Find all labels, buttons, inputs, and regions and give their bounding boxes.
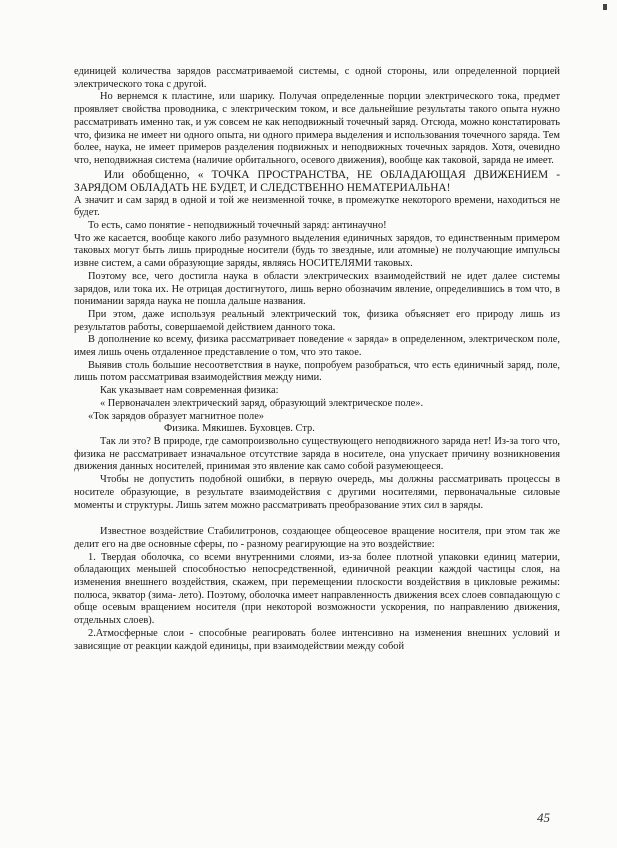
quote-2: «Ток зарядов образует магнитное поле» [88,410,265,422]
paragraph-4: А значит и сам заряд в одной и той же неизменной точке, в промежутке некоторого времени, находиться не будет. [74,194,560,219]
list-item-2: 2.Атмосферные слои - способные реагировать более интенсивно на изменения внешних условий и зависящие от реакции каждой единицы, при взаимодействии между собой [74,627,560,652]
list-item-1: 1. Твердая оболочка, со всеми внутренними слоями, из-за более плотной упаковки единиц материи, обладающих меньшей способностью непосредственной, единичной реакции каждой частицы слоя, на изменения внешнего воздействия, скажем, при перемещении плоскости воздействия в цикловые режимы: полюса, экватор (зима- лето). Поэтому, оболочка имеет направленность движения всех слоев совпадающую с обще осевым вращением носителя (при некоторой возможности ускорения, по направлению движения, отдельных слоев). [74,551,560,627]
paragraph-11: Как указывает нам современная физика: [100,385,279,397]
paragraph-7: Поэтому все, чего достигла наука в области электрических взаимодействий не идет далее системы зарядов, или тока их. Не отрицая достигнутого, лишь верно обозначим явление, определившись в том что, в понимании заряда наука не пошла дальше названия. [74,270,560,308]
paragraph-12: Так ли это? В природе, где самопроизвольно существующего неподвижного заряда нет! Из-за того что, физика не рассматривает изначальное отсутствие заряда в носителе, она упускает причину возникновения движения данных носителей, принимая это явление как само собой разумеющееся. [74,435,560,473]
corner-mark [603,4,607,10]
paragraph-6: Что же касается, вообще какого либо разумного выделения единичных зарядов, то единственным примером таковых могут быть лишь природные носители (будь то звездные, или атомные) не получающие импульсы извне систем, а сами образующие заряды, являясь НОСИТЕЛЯМИ таковых. [74,232,560,270]
page-number: 45 [537,810,550,825]
paragraph-10: Выявив столь большие несоответствия в науке, попробуем разобраться, что есть единичный заряд, поле, лишь потом рассматривая взаимодействия между ними. [74,359,560,384]
paragraph-2: Но вернемся к пластине, или шарику. Получая определенные порции электрического тока, предмет проявляет свойства проводника, с электрическим током, и все дальнейшие результаты такого опыта нужно рассматривать именно так, и уж совсем не как неподвижный точечный заряд. Отсюда, можно констатировать что, физика не имеет ни одного опыта, ни одного примера выделения и использования точечного заряда. Тем более, наука, не имеет примеров разделения подвижных и неподвижных точечных зарядов. Хотя, очевидно что, неподвижная система (наличие орбитального, осевого движения), вообще как таковой, заряда не имеет. [74,91,560,166]
citation: Физика. Мякишев. Буховцев. Стр. [164,423,315,435]
paragraph-13: Чтобы не допустить подобной ошибки, в первую очередь, мы должны рассматривать процессы в носителе образующие, в результате взаимодействия с другими носителями, первоначальные силовые моменты и структуры. Лишь затем можно рассматривать преобразование этих сил в заряды. [74,474,560,511]
paragraph-5: То есть, само понятие - неподвижный точечный заряд: антинаучно! [88,220,387,232]
paragraph-1: единицей количества зарядов рассматриваемой системы, с одной стороны, или определенной порцией электрического тока с другой. [74,66,560,90]
spacer [74,512,560,526]
paragraph-8: При этом, даже используя реальный электрический ток, физика объясняет его природу лишь из результатов работы, совершаемой действием данного тока. [74,308,560,333]
paragraph-9: В дополнение ко всему, физика рассматривает поведение « заряда» в определенном, электрическом поле, имея лишь очень отдаленное представление о том, что это такое. [74,334,560,359]
body-text [74,66,560,653]
quote-1: « Первоначален электрический заряд, образующий электрическое поле». [100,397,424,409]
paragraph-14: Известное воздействие Стабилитронов, создающее общеосевое вращение носителя, при этом так же делит его на две основные сферы, по - разному реагирующие на это воздействие: [74,526,560,550]
paragraph-3-emphasis: Или обобщенно, « ТОЧКА ПРОСТРАНСТВА, НЕ ОБЛАДАЮЩАЯ ДВИЖЕНИЕМ - ЗАРЯДОМ ОБЛАДАТЬ НЕ БУДЕТ, И СЛЕДСТВЕННО НЕМАТЕРИАЛЬНА! [74,168,560,194]
